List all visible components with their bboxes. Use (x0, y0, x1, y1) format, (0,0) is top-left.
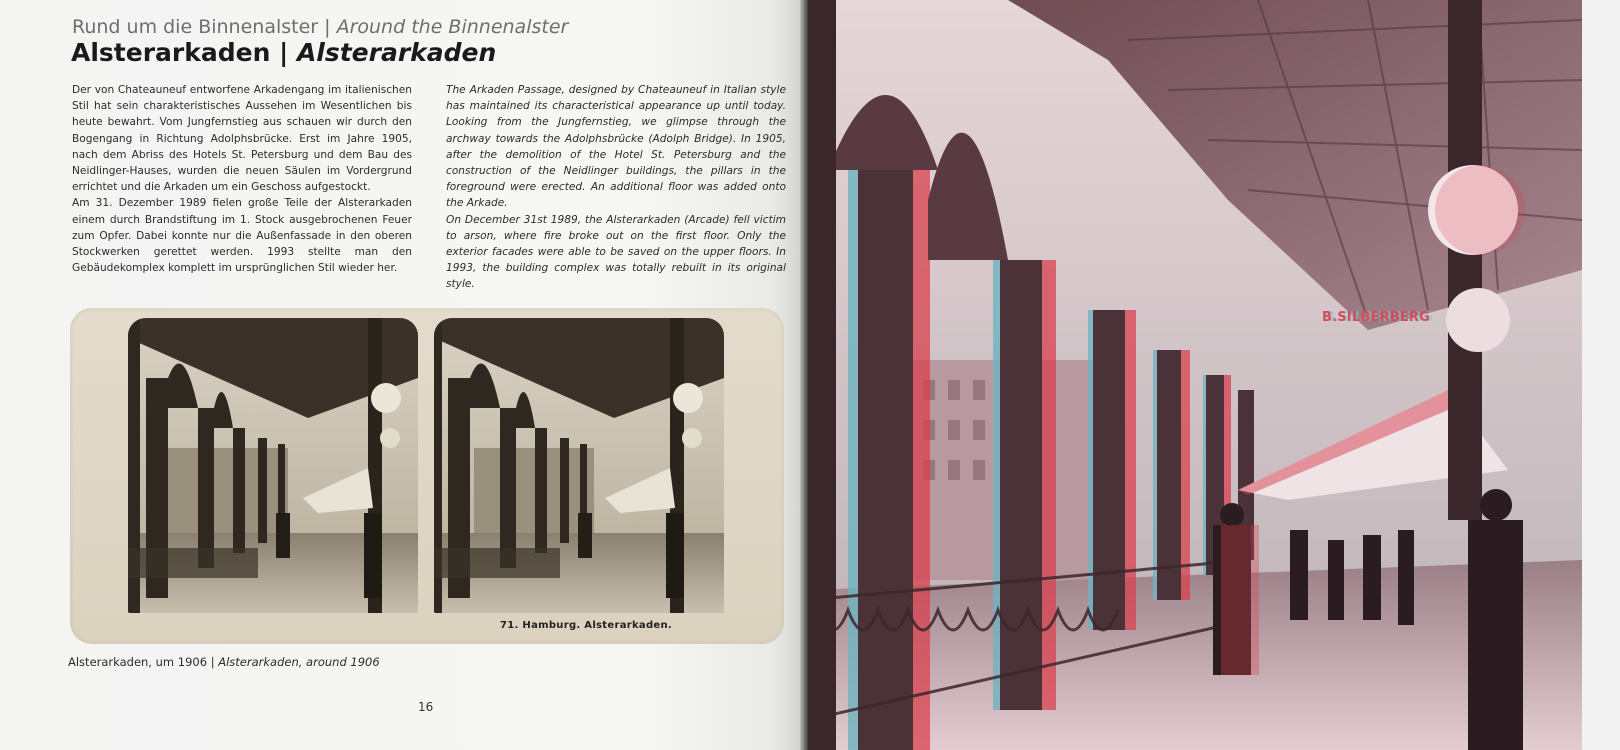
caption-english: Alsterarkaden, around 1906 (218, 655, 380, 669)
anaglyph-arcade-image (808, 0, 1582, 750)
shop-sign: B.SILBERBERG (1322, 310, 1430, 325)
title-english: Alsterarkaden (296, 38, 497, 67)
arcade-photo-left (128, 318, 418, 613)
kicker-english: Around the Binnenalster (336, 16, 569, 38)
stereo-card (70, 308, 784, 644)
german-text-column (72, 82, 412, 276)
kicker-separator: | (318, 16, 337, 38)
page-number: 16 (418, 700, 434, 714)
kicker-german: Rund um die Binnenalster (72, 16, 319, 38)
left-page (0, 0, 806, 750)
caption-german: Alsterarkaden, um 1906 (68, 655, 208, 669)
figure-caption (68, 655, 380, 669)
stereo-photo-right (434, 318, 724, 613)
title-separator: | (270, 38, 297, 67)
stereo-photo-left (128, 318, 418, 613)
arcade-photo-right (434, 318, 724, 613)
right-page (808, 0, 1620, 750)
german-paragraph-2: Am 31. Dezember 1989 fielen große Teile der Alsterarkaden einem durch Brandstiftung im 1. Stock ausgebrochenen Feuer zum Opfer. Dabei konnte nur die Außenfassade in den oberen Stockwerken gerettet werden. 1993 stellte man den Gebäudekomplex komplett im ursprünglichen Stil wieder her. (72, 197, 412, 275)
anaglyph-photo (808, 0, 1582, 750)
title-german: Alsterarkaden (71, 38, 271, 67)
section-kicker (72, 16, 568, 38)
caption-separator: | (207, 655, 219, 669)
page-title (71, 38, 496, 67)
german-paragraph-1: Der von Chateauneuf entworfene Arkadengang im italienischen Stil hat sein charakteristisches Aussehen im Wesentlichen bis heute bewahrt. Vom Jungfernstieg aus schauen wir durch den Bogengang in Richtung Adolphsbrücke. Erst im Jahre 1905, nach dem Abriss des Hotels St. Petersburg und dem Bau des Neidlinger-Hauses, wurden die neuen Säulen im Vordergrund errichtet und die Arkaden um ein Geschoss aufgestockt. (72, 84, 412, 194)
stereo-card-caption: 71. Hamburg. Alsterarkaden. (500, 620, 673, 631)
english-paragraph-1: The Arkaden Passage, designed by Chateauneuf in Italian style has maintained its characteristical appearance up until today. Looking from the Jungfernstieg, we glimpse through the archway towards the Adolphsbrücke (Adolph Bridge). In 1905, after the demolition of the Hotel St. Petersburg and the construction of the Neidlinger buildings, the pillars in the foreground were erected. An additional floor was added onto the Arkade. (446, 84, 786, 210)
english-text-column (446, 82, 786, 293)
english-paragraph-2: On December 31st 1989, the Alsterarkaden (Arcade) fell victim to arson, where fire broke out on the first floor. Only the exterior facades were able to be saved on the upper floors. In 1993, the building complex was totally rebuilt in its original style. (446, 213, 786, 291)
